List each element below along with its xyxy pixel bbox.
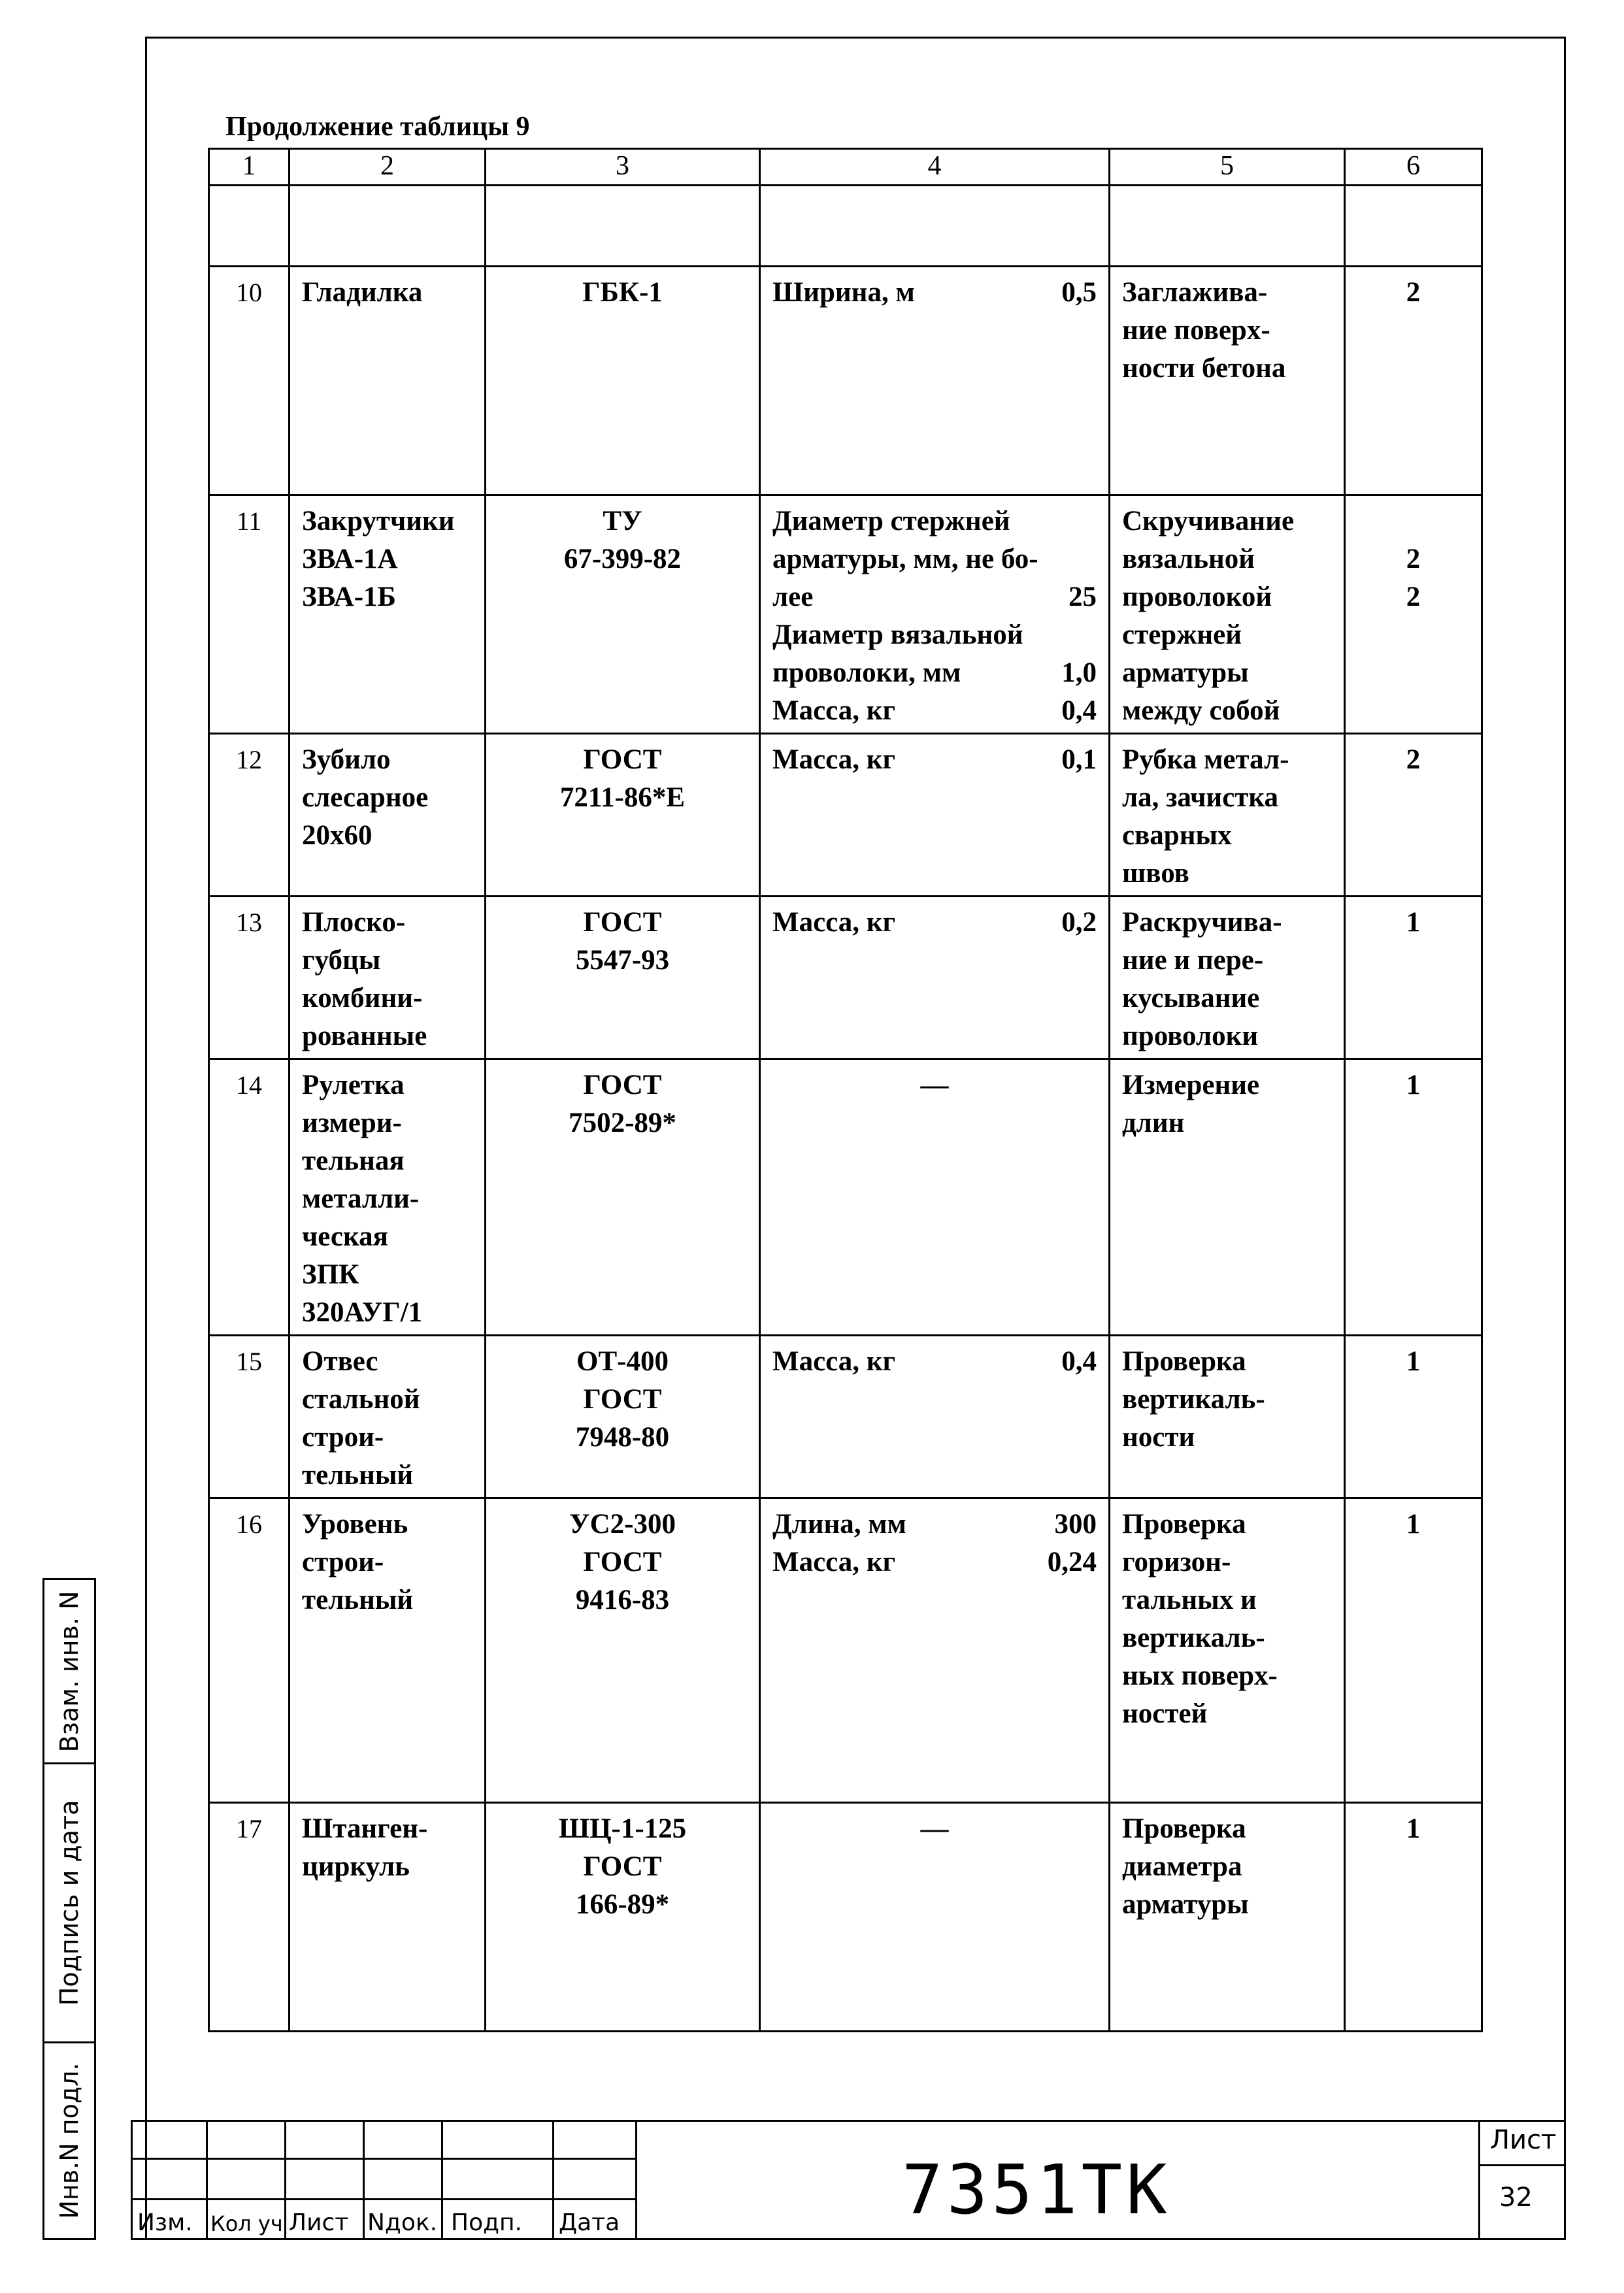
cell-purpose (1110, 495, 1345, 734)
purpose-line: Измерение (1122, 1070, 1260, 1100)
cell-quantity (1345, 734, 1482, 897)
quantity-line: 1 (1406, 1070, 1421, 1100)
parameter-line (772, 1343, 1097, 1381)
name-line: Рулетка (302, 1070, 405, 1100)
name-line: тельный (302, 1585, 414, 1615)
cell-number: 13 (209, 897, 290, 1059)
designation-line: 9416-83 (575, 1585, 670, 1615)
cell-purpose (1110, 1803, 1345, 2032)
name-line: комбини- (302, 983, 423, 1014)
name-line: ческая (302, 1221, 388, 1252)
table-row (209, 267, 1482, 495)
purpose-line: ности бетона (1122, 353, 1286, 384)
name-line: 20х60 (302, 820, 373, 851)
cell-quantity (1345, 267, 1482, 495)
parameter-line (772, 616, 1097, 654)
parameter-value: 0,5 (1061, 277, 1097, 308)
quantity-line: 1 (1406, 1346, 1421, 1377)
stamp-vzam-inv (42, 1578, 96, 1764)
cell-parameters (760, 734, 1110, 897)
purpose-line: тальных и (1122, 1585, 1257, 1615)
parameter-value: 0,1 (1061, 744, 1097, 775)
purpose-line: Проверка (1122, 1346, 1246, 1377)
quantity-line: 2 (1406, 582, 1421, 612)
parameter-label: Масса, кг (772, 907, 896, 938)
purpose-line: арматуры (1122, 1889, 1249, 1920)
purpose-line: ние и пере- (1122, 945, 1264, 976)
cell-number: 16 (209, 1498, 290, 1803)
cell-number: 11 (209, 495, 290, 734)
stamp-vzam-label: Взам. инв. N (55, 1591, 84, 1752)
parameter-line (772, 274, 1097, 312)
equipment-table (208, 148, 1483, 2032)
cell-number: 17 (209, 1803, 290, 2032)
purpose-line: ние поверх- (1122, 315, 1270, 346)
header-cell-4: 4 (760, 149, 1110, 186)
label-data: Дата (559, 2209, 620, 2236)
designation-line: 67-399-82 (563, 544, 682, 574)
name-line: тельная (302, 1146, 405, 1176)
cell-name (290, 734, 486, 897)
name-line: Зубило (302, 744, 391, 775)
cell-quantity (1345, 495, 1482, 734)
designation-line: 5547-93 (575, 945, 670, 976)
parameter-line (772, 540, 1097, 578)
cell-quantity (1345, 897, 1482, 1059)
label-kol-uch: Кол уч (210, 2211, 283, 2236)
designation-line: ТУ (603, 506, 642, 536)
name-line: циркуль (302, 1851, 410, 1882)
name-line: строи- (302, 1422, 384, 1453)
parameter-label: Масса, кг (772, 1547, 896, 1577)
quantity-line: 2 (1406, 544, 1421, 574)
table-row (209, 1336, 1482, 1498)
name-line: Гладилка (302, 277, 423, 308)
parameter-value: 300 (1054, 1509, 1097, 1540)
designation-line: 7948-80 (575, 1422, 670, 1453)
parameter-label: Диаметр стержней (772, 506, 1010, 536)
header-cell-1: 1 (209, 149, 290, 186)
document-code: 7351ТК (902, 2150, 1171, 2230)
cell-purpose (1110, 1336, 1345, 1498)
parameter-line (772, 1506, 1097, 1543)
cell-designation (486, 734, 760, 897)
cell-name (290, 1059, 486, 1336)
name-line: Отвес (302, 1346, 378, 1377)
parameter-value: 0,4 (1061, 1346, 1097, 1377)
name-line: рованные (302, 1021, 427, 1051)
label-list: Лист (289, 2209, 349, 2236)
purpose-line: между собой (1122, 695, 1280, 726)
purpose-line: горизон- (1122, 1547, 1231, 1577)
cell-quantity (1345, 1336, 1482, 1498)
designation-line: ШЦ-1-125 (558, 1813, 687, 1844)
purpose-line: вертикаль- (1122, 1384, 1265, 1415)
parameter-line (772, 578, 1097, 616)
designation-line: ГОСТ (583, 907, 662, 938)
designation-line: ГОСТ (583, 744, 662, 775)
name-line: Штанген- (302, 1813, 428, 1844)
cell-number: 15 (209, 1336, 290, 1498)
purpose-line: ности (1122, 1422, 1195, 1453)
title-block-grid (131, 2120, 637, 2240)
table-row (209, 1498, 1482, 1803)
cell-parameters (760, 1336, 1110, 1498)
designation-line: 7502-89* (569, 1108, 676, 1138)
stamp-podpis (42, 1762, 96, 2043)
cell-designation (486, 267, 760, 495)
quantity-line: 1 (1406, 1509, 1421, 1540)
table-row (209, 734, 1482, 897)
cell-quantity (1345, 1803, 1482, 2032)
parameter-line (772, 741, 1097, 779)
purpose-line: Скручивание (1122, 506, 1295, 536)
cell-designation (486, 1059, 760, 1336)
designation-line: ГОСТ (583, 1547, 662, 1577)
name-line: тельный (302, 1460, 414, 1491)
quantity-line: 2 (1406, 277, 1421, 308)
purpose-line: кусывание (1122, 983, 1260, 1014)
spacer-row (209, 186, 1482, 267)
name-line: ЗВА-1Б (302, 582, 396, 612)
cell-purpose (1110, 267, 1345, 495)
parameter-label: Диаметр вязальной (772, 619, 1023, 650)
cell-name (290, 1498, 486, 1803)
table-row (209, 495, 1482, 734)
purpose-line: ных поверх- (1122, 1660, 1278, 1691)
table-row (209, 1803, 1482, 2032)
cell-name (290, 495, 486, 734)
quantity-line: 2 (1406, 744, 1421, 775)
purpose-line: арматуры (1122, 657, 1249, 688)
designation-line: ГОСТ (583, 1384, 662, 1415)
parameter-line (772, 904, 1097, 942)
table-body (209, 149, 1482, 2032)
parameter-line (772, 1543, 1097, 1581)
purpose-line: Заглажива- (1122, 277, 1268, 308)
cell-purpose (1110, 1498, 1345, 1803)
purpose-line: швов (1122, 858, 1189, 889)
cell-designation (486, 1803, 760, 2032)
cell-quantity (1345, 1498, 1482, 1803)
table-row (209, 1059, 1482, 1336)
table-caption: Продолжение таблицы 9 (225, 112, 530, 142)
stamp-inv-podl-label: Инв.N подл. (55, 2062, 84, 2219)
cell-parameters (760, 1059, 1110, 1336)
purpose-line: ностей (1122, 1698, 1208, 1729)
name-line: ЗВА-1А (302, 544, 398, 574)
parameter-label: проволоки, мм (772, 657, 961, 688)
quantity-line: 1 (1406, 907, 1421, 938)
label-ndok: Nдок. (367, 2209, 438, 2236)
parameter-label: Масса, кг (772, 695, 896, 726)
purpose-line: длин (1122, 1108, 1185, 1138)
purpose-line: диаметра (1122, 1851, 1242, 1882)
parameter-label: Масса, кг (772, 744, 896, 775)
cell-parameters (760, 1803, 1110, 2032)
cell-number: 14 (209, 1059, 290, 1336)
purpose-line: Проверка (1122, 1509, 1246, 1540)
purpose-line: вертикаль- (1122, 1623, 1265, 1653)
purpose-line: сварных (1122, 820, 1232, 851)
parameter-line (772, 654, 1097, 692)
cell-name (290, 1803, 486, 2032)
parameter-label: Ширина, м (772, 277, 915, 308)
quantity-line (1357, 503, 1469, 540)
header-cell-2: 2 (290, 149, 486, 186)
parameter-label: Масса, кг (772, 1346, 896, 1377)
table-row (209, 897, 1482, 1059)
cell-designation (486, 897, 760, 1059)
name-line: измери- (302, 1108, 402, 1138)
cell-purpose (1110, 1059, 1345, 1336)
designation-line: 7211-86*Е (559, 782, 686, 813)
sheet-box-divider (1478, 2120, 1480, 2240)
cell-parameters (760, 495, 1110, 734)
cell-purpose (1110, 734, 1345, 897)
name-line: металли- (302, 1183, 420, 1214)
parameter-value: 0,24 (1047, 1547, 1097, 1577)
cell-parameters (760, 897, 1110, 1059)
cell-name (290, 267, 486, 495)
parameter-value: 1,0 (1061, 657, 1097, 688)
header-cell-6: 6 (1345, 149, 1482, 186)
name-line: стальной (302, 1384, 420, 1415)
sheet-number: 32 (1499, 2183, 1533, 2213)
purpose-line: стержней (1122, 619, 1242, 650)
stamp-inv-podl (42, 2041, 96, 2240)
cell-parameters (760, 267, 1110, 495)
quantity-line: 1 (1406, 1813, 1421, 1844)
name-line: ЗПК (302, 1259, 359, 1290)
purpose-line: Рубка метал- (1122, 744, 1289, 775)
parameter-dash: — (920, 1070, 949, 1100)
label-podp: Подп. (451, 2209, 522, 2236)
header-cell-3: 3 (486, 149, 760, 186)
purpose-line: проволокой (1122, 582, 1272, 612)
designation-line: ГБК-1 (582, 277, 663, 308)
cell-designation (486, 1498, 760, 1803)
designation-line: ГОСТ (583, 1070, 662, 1100)
header-row (209, 149, 1482, 186)
name-line: Закрутчики (302, 506, 455, 536)
cell-parameters (760, 1498, 1110, 1803)
purpose-line: Раскручива- (1122, 907, 1282, 938)
parameter-label: лее (772, 582, 814, 612)
parameter-value: 0,2 (1061, 907, 1097, 938)
designation-line: ОТ-400 (576, 1346, 669, 1377)
purpose-line: вязальной (1122, 544, 1255, 574)
designation-line: ГОСТ (583, 1851, 662, 1882)
parameter-label: арматуры, мм, не бо- (772, 544, 1038, 574)
cell-purpose (1110, 897, 1345, 1059)
purpose-line: ла, зачистка (1122, 782, 1279, 813)
name-line: губцы (302, 945, 381, 976)
cell-number: 10 (209, 267, 290, 495)
header-cell-5: 5 (1110, 149, 1345, 186)
parameter-dash: — (920, 1813, 949, 1844)
name-line: слесарное (302, 782, 429, 813)
cell-designation (486, 1336, 760, 1498)
parameter-line (772, 692, 1097, 730)
sheet-box-hline (1478, 2164, 1566, 2166)
cell-name (290, 1336, 486, 1498)
name-line: Уровень (302, 1509, 408, 1540)
name-line: строи- (302, 1547, 384, 1577)
parameter-label: Длина, мм (772, 1509, 906, 1540)
stamp-podpis-label: Подпись и дата (55, 1800, 84, 2006)
name-line: Плоско- (302, 907, 406, 938)
cell-number: 12 (209, 734, 290, 897)
designation-line: УС2-300 (569, 1509, 676, 1540)
parameter-value: 0,4 (1061, 695, 1097, 726)
parameter-value: 25 (1069, 582, 1097, 612)
cell-designation (486, 495, 760, 734)
name-line: 320АУГ/1 (302, 1297, 423, 1328)
parameter-line (772, 503, 1097, 540)
purpose-line: Проверка (1122, 1813, 1246, 1844)
purpose-line: проволоки (1122, 1021, 1259, 1051)
cell-quantity (1345, 1059, 1482, 1336)
sheet-label: Лист (1490, 2125, 1557, 2155)
designation-line: 166-89* (575, 1889, 670, 1920)
cell-name (290, 897, 486, 1059)
label-izm: Изм. (137, 2209, 193, 2236)
